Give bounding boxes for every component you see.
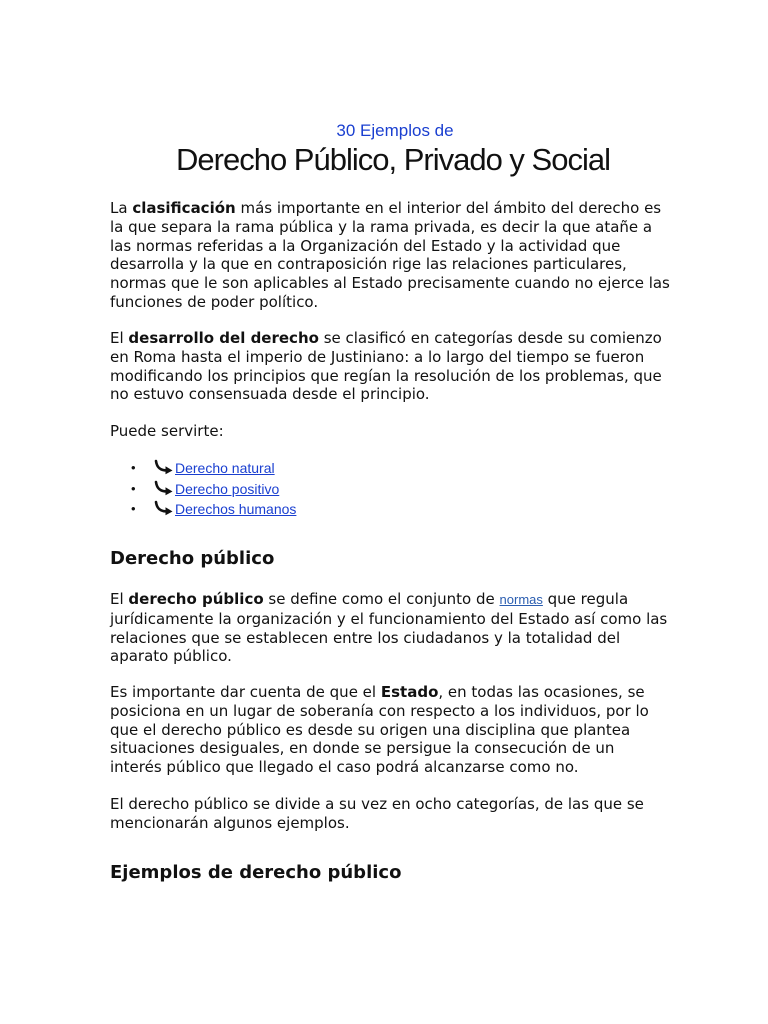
see-also-label: Puede servirte: [110,422,224,440]
curved-arrow-right-icon [154,480,174,496]
state-paragraph [110,683,670,777]
document-supertitle: 30 Ejemplos de [336,121,454,140]
curved-arrow-right-icon [154,459,174,475]
development-text-rest: se clasificó en categorías desde su comienzo en Roma hasta el imperio de Justiniano: a lo largo del tiempo se fueron modificando los principios que regían la resolución de los problemas, que no estuvo consensuada desde el principio. [110,329,662,404]
state-bold-term: Estado [380,683,439,701]
definition-text-rest: que regula jurídicamente la organización y el funcionamiento del Estado así como las relaciones que se establecen entre los ciudadanos y la totalidad del aparato público. [110,590,668,666]
definition-paragraph [110,590,670,666]
link-derechos-humanos[interactable]: Derechos humanos [175,501,297,517]
development-paragraph [110,329,670,404]
link-derecho-natural[interactable]: Derecho natural [175,460,275,476]
development-bold-term: desarrollo del derecho [128,329,319,347]
curved-arrow-right-icon [154,500,174,516]
categories-paragraph: El derecho público se divide a su vez en ocho categorías, de las que se mencionarán algunos ejemplos. [110,795,644,832]
definition-text-mid: se define como el conjunto de [263,590,500,608]
intro-paragraph [110,199,670,312]
section-heading-derecho-publico: Derecho público [110,548,275,569]
intro-text-rest: más importante en el interior del ámbito del derecho es la que separa la rama pública y la rama privada, es decir la que atañe a las normas referidas a la Organización del Estado y la actividad que desarrolla y la que en contraposición rige las relaciones particulares, normas que le son aplicables al Estado precisamente cuando no ejerce las funciones de poder político. [110,199,670,311]
state-text-start: Es importante dar cuenta de que el [110,683,381,701]
intro-text-start: La [110,199,133,217]
bullet-marker: • [131,480,136,496]
bullet-marker: • [131,460,136,475]
document-title: Derecho Público, Privado y Social [176,142,610,177]
definition-bold-term: derecho público [128,590,264,608]
bullet-marker: • [131,501,136,516]
section-heading-ejemplos: Ejemplos de derecho público [110,862,402,883]
intro-bold-term: clasificación [132,199,236,217]
state-text-rest: , en todas las ocasiones, se posiciona en un lugar de soberanía con respecto a los individuos, por lo que el derecho público es desde su origen una disciplina que plantea situaciones desiguales, en donde se persigue la consecución de un interés público que llegado el caso podrá alcanzarse como no. [110,683,649,777]
development-text-start: El [110,329,129,347]
normas-link[interactable]: normas [499,592,543,607]
link-derecho-positivo[interactable]: Derecho positivo [175,480,280,497]
definition-text-start: El [110,590,129,608]
